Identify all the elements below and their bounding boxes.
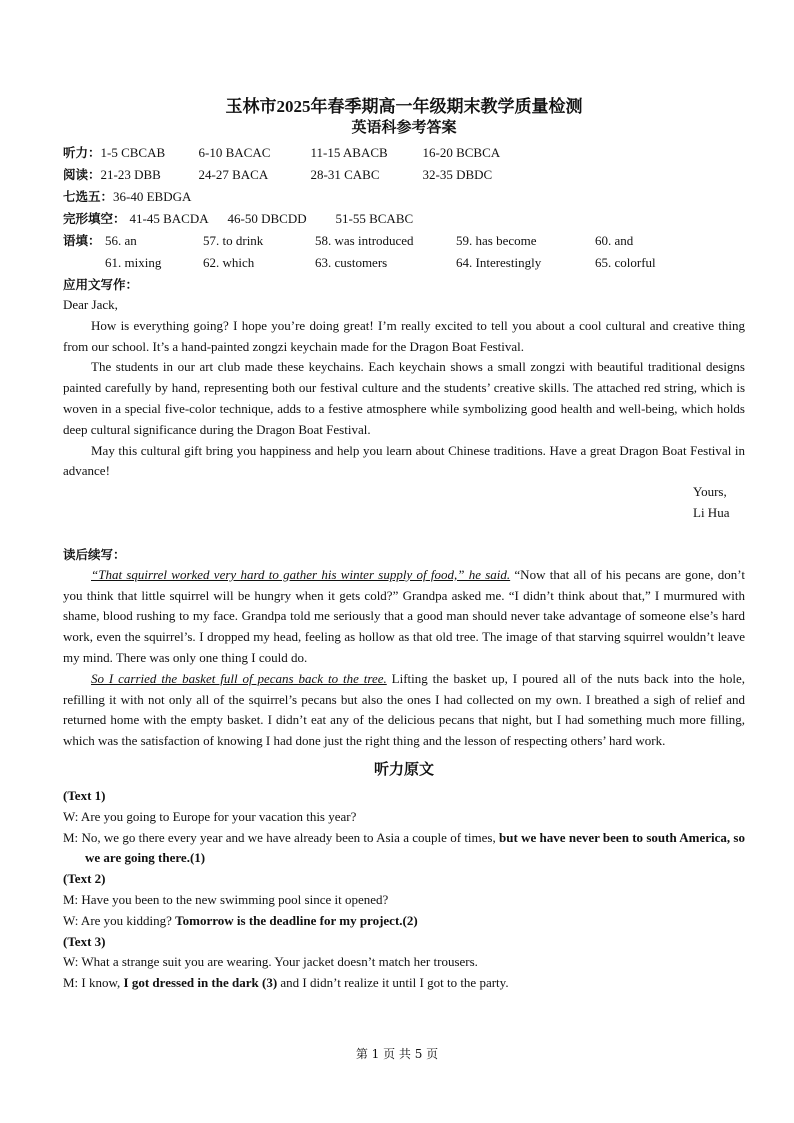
text-3-heading: (Text 3) [63, 933, 106, 949]
letter-paragraph: How is everything going? I hope you’re doing great! I’m really excited to tell you about a cool cultural and creative thing from our school. It’s a hand-painted zongzi keychain made for the Dragon Boat Festival. [63, 317, 745, 354]
answer-item: 56. an [105, 233, 137, 248]
text-1-heading: (Text 1) [63, 787, 106, 803]
page-number: 第 1 页 共 5 页 [355, 1047, 439, 1061]
answer-group: 46-50 DBCDD [227, 211, 307, 226]
answer-group: 11-15 ABACB [310, 145, 388, 160]
letter-paragraph: May this cultural gift bring you happiness and help you learn about Chinese traditions. Have a great Dragon Boat Festival in advance! [63, 442, 745, 479]
practical-writing-label: 应用文写作： [63, 277, 139, 292]
paragraph-body: Lifting the basket up, I poured all of the nuts back into the hole, refilling it with not only all of the squirrel’s pecans but also the ones I had collected on my own. I breathed a sigh of relief and returned home with the empty basket. I didn’t eat any of the delicious pecans that night, but I had something much more filling, which was the satisfaction of knowing I had done just the right thing and the lesson of respecting others’ hard work. [63, 670, 745, 749]
dialogue-line [63, 973, 745, 994]
answer-item: 63. customers [315, 255, 388, 270]
spacer [63, 252, 105, 274]
continuation-paragraph-1 [63, 565, 745, 669]
seven-choose-five-answers [63, 186, 745, 208]
dialogue-line: M: Have you been to the new swimming pool since it opened? [63, 891, 389, 907]
dialogue-line: W: Are you going to Europe for your vacation this year? [63, 808, 357, 824]
key-answer-text: Tomorrow is the deadline for my project.(2) [175, 912, 418, 928]
key-answer-text: but we have never been to south America, so we are going there.(1) [85, 829, 745, 866]
answer-item: 60. and [595, 233, 634, 248]
reading-answers [63, 164, 745, 186]
answer-group: 21-23 DBB [100, 167, 161, 182]
answer-item: 64. Interestingly [456, 255, 542, 270]
grammar-fill-answers-row2 [63, 252, 745, 274]
letter-signature: Li Hua [693, 504, 730, 520]
listening-answers [63, 142, 745, 164]
answer-group: 51-55 BCABC [335, 211, 414, 226]
letter-closing: Yours, [693, 484, 727, 500]
dialogue-line [63, 828, 745, 870]
answer-key-page [63, 96, 745, 994]
cloze-answers [63, 208, 745, 230]
answer-group: 41-45 BACDA [129, 211, 209, 226]
given-sentence: “That squirrel worked very hard to gather his winter supply of food,” he said. [91, 566, 511, 582]
listening-label: 听力： [63, 145, 101, 160]
seven-label: 七选五： [63, 189, 114, 204]
answer-group: 36-40 EBDGA [113, 189, 192, 204]
answer-group: 32-35 DBDC [422, 167, 493, 182]
answer-item: 58. was introduced [315, 233, 414, 248]
dialogue-text: W: Are you kidding? [63, 912, 176, 928]
dialogue-text: and I didn’t realize it until I got to the party. [277, 975, 509, 991]
answer-item: 57. to drink [203, 233, 264, 248]
page-subtitle: 英语科参考答案 [351, 120, 457, 136]
dialogue-text: M: I know, [63, 975, 124, 991]
reading-label: 阅读： [63, 167, 101, 182]
answer-item: 62. which [203, 255, 255, 270]
given-sentence: So I carried the basket full of pecans back to the tree. [91, 670, 387, 686]
answer-item: 59. has become [456, 233, 537, 248]
answer-group: 24-27 BACA [198, 167, 269, 182]
continuation-paragraph-2 [63, 669, 745, 752]
dialogue-text: M: No, we go there every year and we have already been to Asia a couple of times, [63, 829, 500, 845]
answer-group: 1-5 CBCAB [100, 145, 166, 160]
text-2-heading: (Text 2) [63, 871, 106, 887]
answer-group: 6-10 BACAC [198, 145, 271, 160]
dialogue-line [63, 911, 745, 932]
page-title: 玉林市2025年春季期高一年级期末教学质量检测 [225, 97, 583, 116]
key-answer-text: I got dressed in the dark (3) [123, 975, 278, 991]
answer-item: 65. colorful [595, 255, 656, 270]
grammar-fill-answers-row1 [63, 230, 745, 252]
answer-group: 28-31 CABC [310, 167, 380, 182]
dialogue-line: W: What a strange suit you are wearing. Your jacket doesn’t match her trousers. [63, 954, 478, 970]
answer-item: 61. mixing [105, 255, 162, 270]
cloze-label: 完形填空： [63, 211, 126, 226]
continuation-writing-label: 读后续写： [63, 546, 126, 562]
letter-paragraph: The students in our art club made these keychains. Each keychain shows a small zongzi with beautiful traditional designs painted carefully by hand, representing both our festival culture and the students’ creative skills. The attached red string, which is woven in a special five-color technique, adds to a festive atmosphere while symbolizing good health and well-being, which holds deep cultural significance during the Dragon Boat Festival. [63, 359, 745, 437]
grammar-label: 语填： [63, 233, 101, 248]
paragraph-body: “Now that all of his pecans are gone, don’t you think that little squirrel will be hungry when it gets cold?” Grandpa asked me. “I didn’t think about that,” I murmured with shame, blood rushing to my face. Grandpa told me seriously that a good man should never take advantage of someone else’s hard work, even the squirrel’s. I dropped my head, feeling as hollow as that old tree. The image of that starving squirrel wouldn’t leave my mind. There was only one thing I could do. [63, 566, 746, 665]
transcript-heading: 听力原文 [373, 759, 434, 778]
answer-group: 16-20 BCBCA [422, 145, 501, 160]
letter-greeting: Dear Jack, [63, 297, 118, 312]
